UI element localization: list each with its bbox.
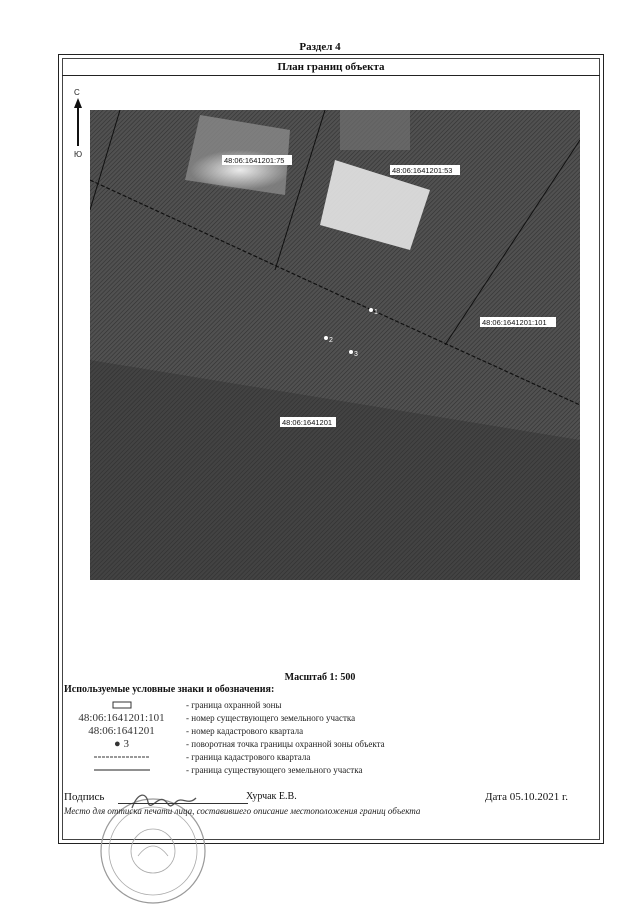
north-arrow-icon [72, 98, 92, 158]
quarter-label: 48:06:1641201 [282, 418, 333, 427]
turning-point-label-2: 2 [329, 337, 333, 344]
legend-desc: - граница существующего земельного участка [186, 765, 363, 775]
stamp-place-note: Место для оттиска печати лица, составившего описание местоположения границ объекта [64, 806, 421, 816]
legend-item [64, 764, 584, 776]
document-date: Дата 05.10.2021 г. [485, 791, 568, 803]
turning-point-3 [349, 350, 353, 354]
legend-item [64, 699, 584, 711]
turning-point-2 [324, 336, 328, 340]
plan-title: План границ объекта [62, 58, 600, 76]
compass-south-label: Ю [74, 150, 83, 159]
signature-label: Подпись [64, 791, 105, 803]
parcel-label-75: 48:06:1641201:75 [224, 156, 285, 165]
legend-symbol-zone [64, 699, 179, 712]
legend-symbol-quarter-line [64, 751, 179, 764]
legend-title: Используемые условные знаки и обозначения: [64, 684, 275, 695]
signer-name: Хурчак Е.В. [246, 791, 297, 802]
legend-symbol-parcel: 48:06:1641201:101 [78, 712, 165, 724]
compass-north-label: С [74, 88, 80, 97]
signature-row [64, 791, 568, 805]
legend-desc: - граница кадастрового квартала [186, 752, 311, 762]
parcel-label-101: 48:06:1641201:101 [482, 318, 547, 327]
legend-item [64, 751, 584, 763]
section-heading: Раздел 4 [299, 41, 341, 53]
compass-indicator [72, 88, 92, 168]
legend-item [64, 738, 584, 750]
legend-symbol-point: ● 3 [114, 738, 129, 750]
legend-item [64, 712, 584, 724]
aerial-map [90, 110, 580, 580]
legend-symbol-parcel-line [64, 764, 179, 777]
parcel-label-53: 48:06:1641201:53 [392, 166, 453, 175]
legend-desc: - поворотная точка границы охранной зоны объекта [186, 739, 385, 749]
turning-point-label-3: 3 [354, 351, 358, 358]
turning-point-1 [369, 308, 373, 312]
legend-item [64, 725, 584, 737]
legend-desc: - номер кадастрового квартала [186, 726, 304, 736]
scale-label: Масштаб 1: 500 [284, 672, 356, 683]
signature-line [118, 803, 248, 804]
legend-desc: - граница охранной зоны [186, 700, 282, 710]
legend-desc: - номер существующего земельного участка [186, 713, 356, 723]
legend-symbol-quarter: 48:06:1641201 [88, 725, 155, 737]
turning-point-label-1: 1 [374, 309, 378, 316]
